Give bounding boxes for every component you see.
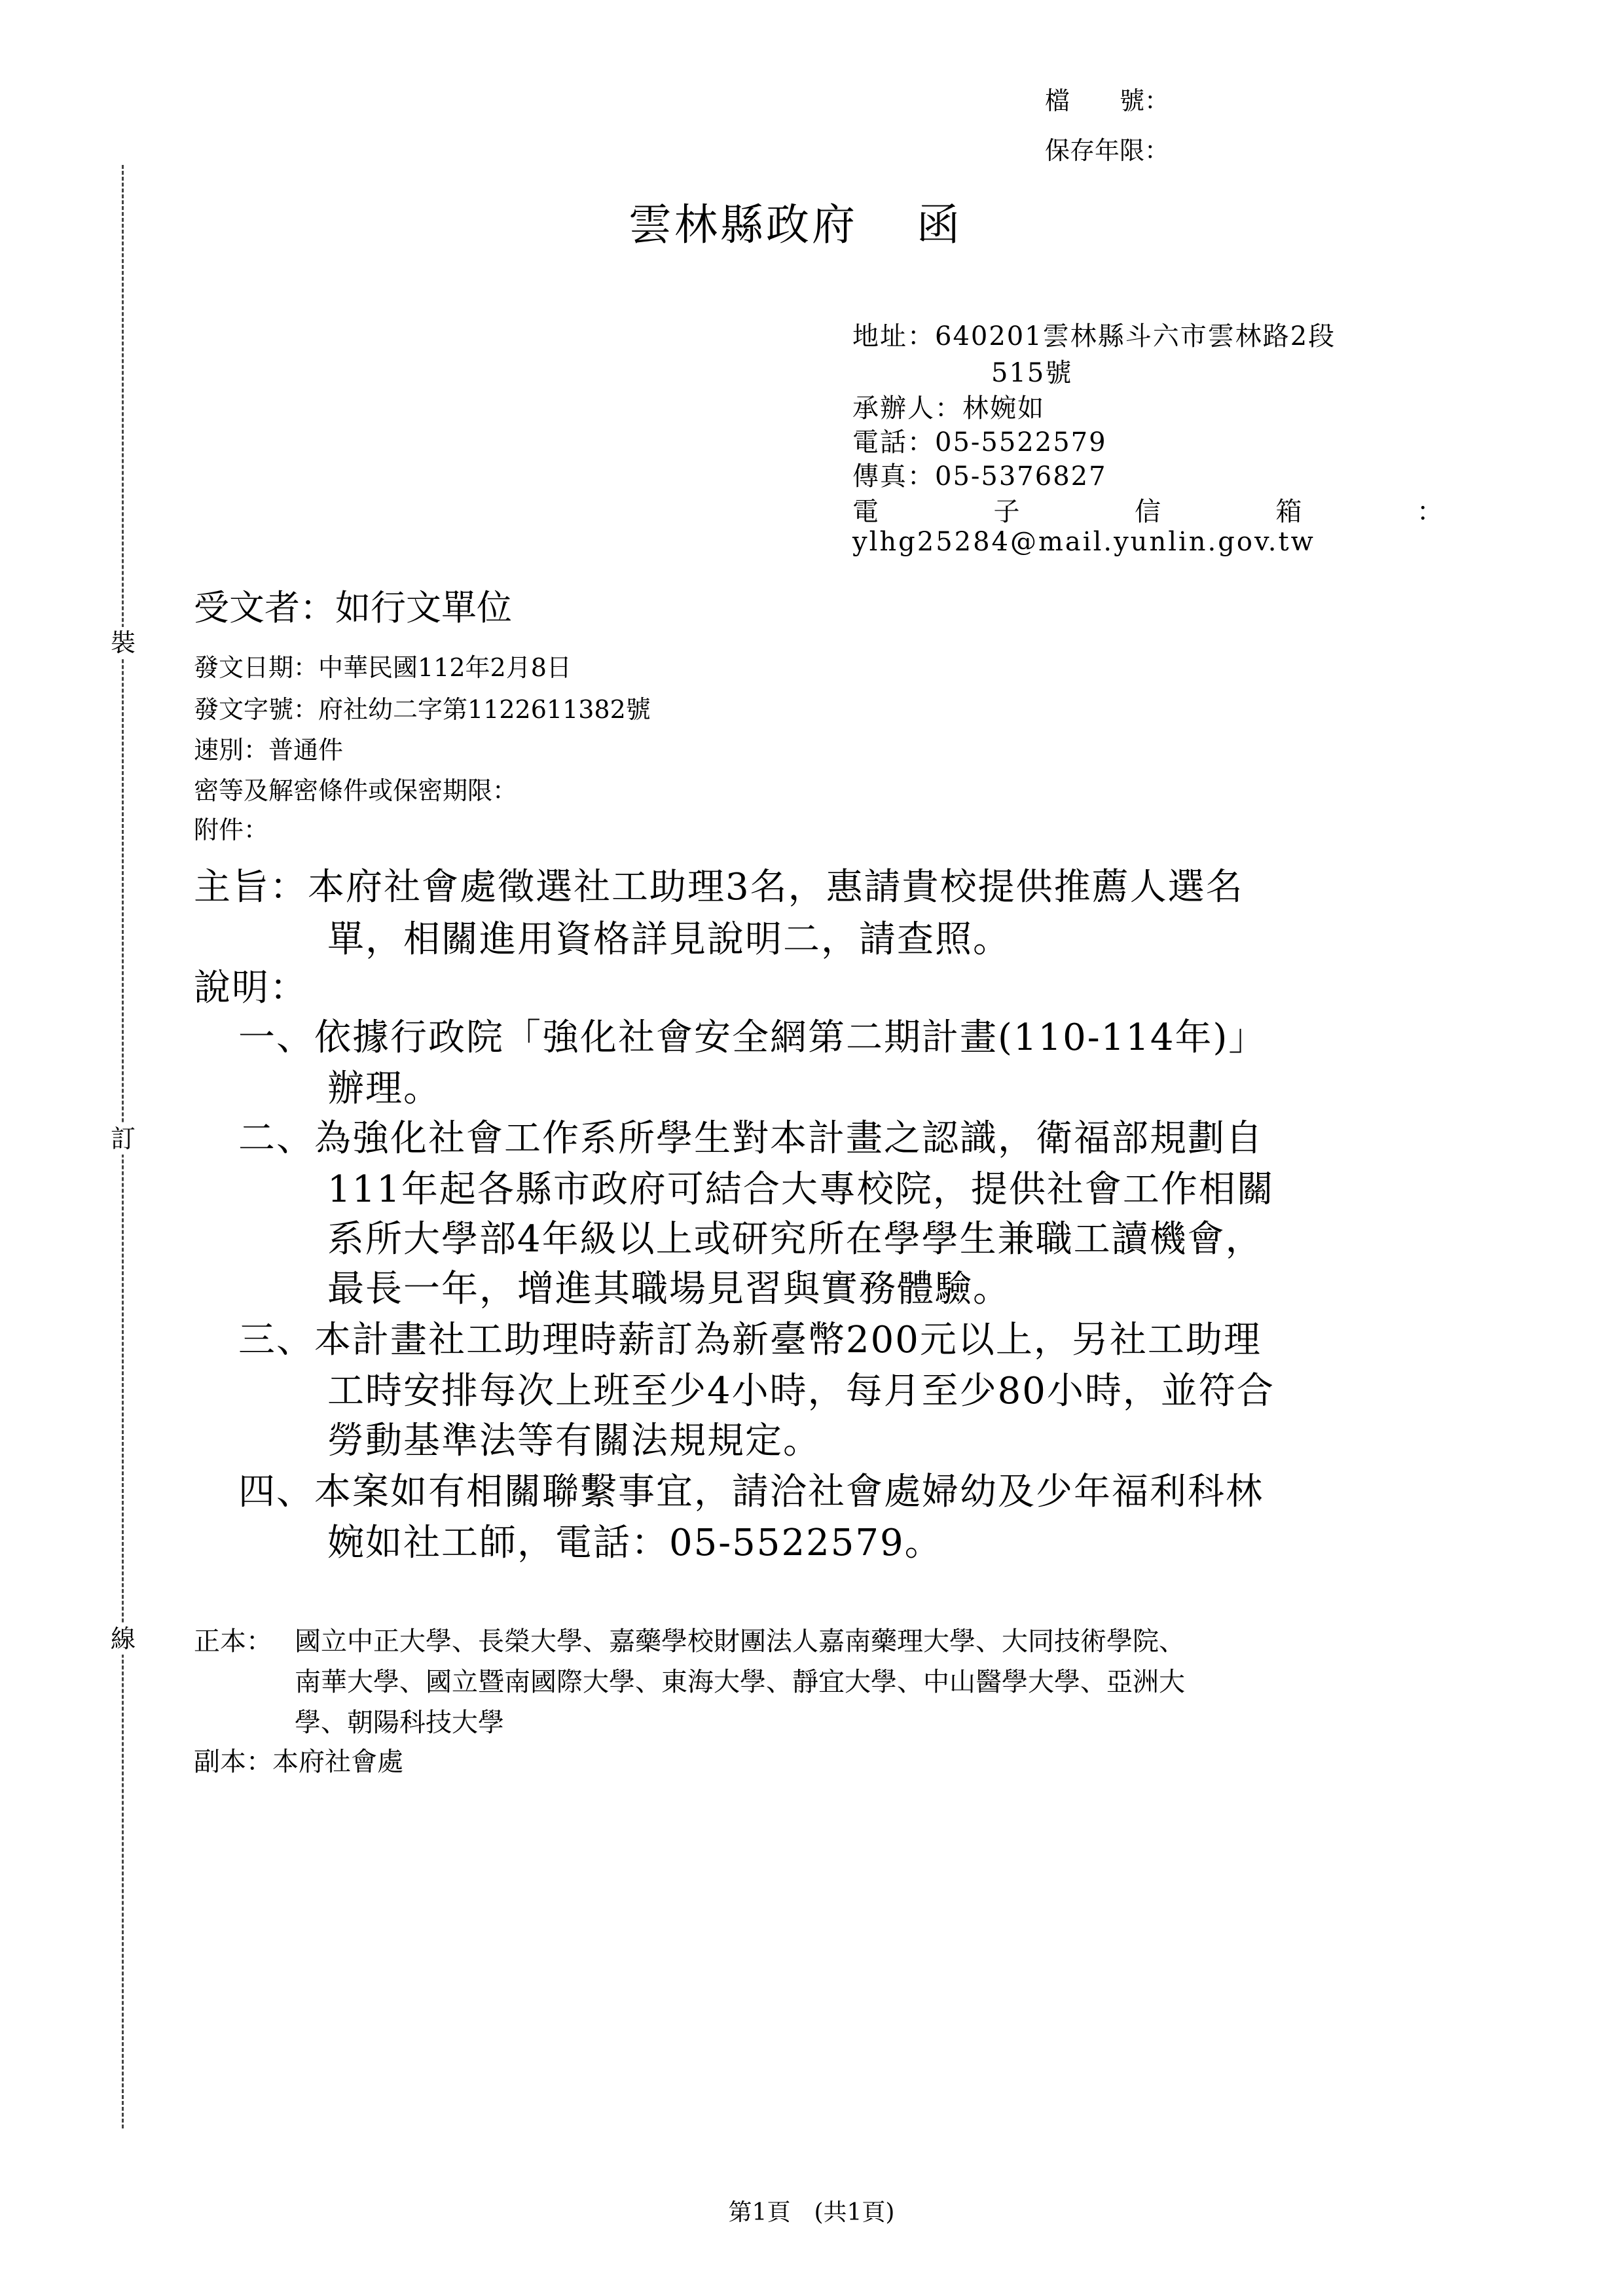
- email-label: 電 子 信 箱 ：: [852, 497, 1443, 527]
- original-recipients-line-2: 南華大學、國立暨南國際大學、東海大學、靜宜大學、中山醫學大學、亞洲大: [295, 1667, 1185, 1697]
- page-number: 第1頁 (共1頁): [728, 2199, 895, 2226]
- binding-mark-xian: 線: [109, 1623, 137, 1655]
- subject-line-1: 主旨：本府社會處徵選社工助理3名，惠請貴校提供推薦人選名: [194, 866, 1244, 908]
- subject-line-2: 單，相關進用資格詳見說明二，請查照。: [327, 918, 1011, 961]
- explanation-item-2-line-1: 二、為強化社會工作系所學生對本計畫之認識，衛福部規劃自: [238, 1117, 1264, 1160]
- explanation-item-2-line-4: 最長一年，增進其職場見習與實務體驗。: [327, 1268, 1011, 1310]
- fax: 傳真：05-5376827: [852, 461, 1107, 492]
- explanation-item-2-line-2: 111年起各縣市政府可結合大專校院，提供社會工作相關: [327, 1168, 1275, 1211]
- copy-recipients: 副本：本府社會處: [194, 1747, 403, 1777]
- agency-name: 雲林縣政府: [629, 200, 858, 250]
- explanation-item-3-line-1: 三、本計畫社工助理時薪訂為新臺幣200元以上，另社工助理: [238, 1319, 1262, 1361]
- original-recipients-line-1: 國立中正大學、長榮大學、嘉藥學校財團法人嘉南藥理大學、大同技術學院、: [295, 1626, 1185, 1657]
- document-type: 函: [917, 200, 962, 250]
- receiver: 受文者：如行文單位: [194, 587, 512, 628]
- file-number-label: 檔 號：: [1045, 86, 1170, 115]
- binding-mark-zhuang: 裝: [109, 627, 137, 658]
- address-line-1: 地址：640201雲林縣斗六市雲林路2段: [852, 321, 1336, 351]
- phone: 電話：05-5522579: [852, 427, 1107, 457]
- retention-period-label: 保存年限：: [1045, 136, 1170, 165]
- explanation-item-1-line-1: 一、依據行政院「強化社會安全網第二期計畫(110-114年)」: [238, 1016, 1267, 1059]
- secrecy-level: 密等及解密條件或保密期限：: [194, 776, 518, 805]
- explanation-item-3-line-3: 勞動基準法等有關法規規定。: [327, 1420, 821, 1462]
- original-recipients-line-3: 學、朝陽科技大學: [295, 1708, 504, 1738]
- explanation-item-4-line-2: 婉如社工師，電話：05-5522579。: [327, 1522, 943, 1564]
- explanation-item-1-line-2: 辦理。: [327, 1067, 441, 1110]
- issue-date: 發文日期：中華民國112年2月8日: [194, 653, 572, 682]
- explanation-item-4-line-1: 四、本案如有相關聯繫事宜，請洽社會處婦幼及少年福利科林: [238, 1471, 1264, 1513]
- binding-mark-ding: 訂: [109, 1123, 137, 1155]
- document-title: [629, 190, 962, 252]
- attachment: 附件：: [194, 816, 269, 844]
- explanation-item-3-line-2: 工時安排每次上班至少4小時，每月至少80小時，並符合: [327, 1370, 1275, 1412]
- delivery-speed: 速別：普通件: [194, 736, 344, 764]
- address-line-2: 515號: [991, 358, 1073, 388]
- explanation-item-2-line-3: 系所大學部4年級以上或研究所在學學生兼職工讀機會，: [327, 1218, 1264, 1261]
- explanation-label: 說明：: [194, 967, 308, 1009]
- handler: 承辦人：林婉如: [852, 393, 1045, 423]
- document-number: 發文字號：府社幼二字第1122611382號: [194, 695, 651, 724]
- email-address: ylhg25284@mail.yunlin.gov.tw: [852, 527, 1315, 557]
- original-recipients-label: 正本：: [194, 1626, 272, 1657]
